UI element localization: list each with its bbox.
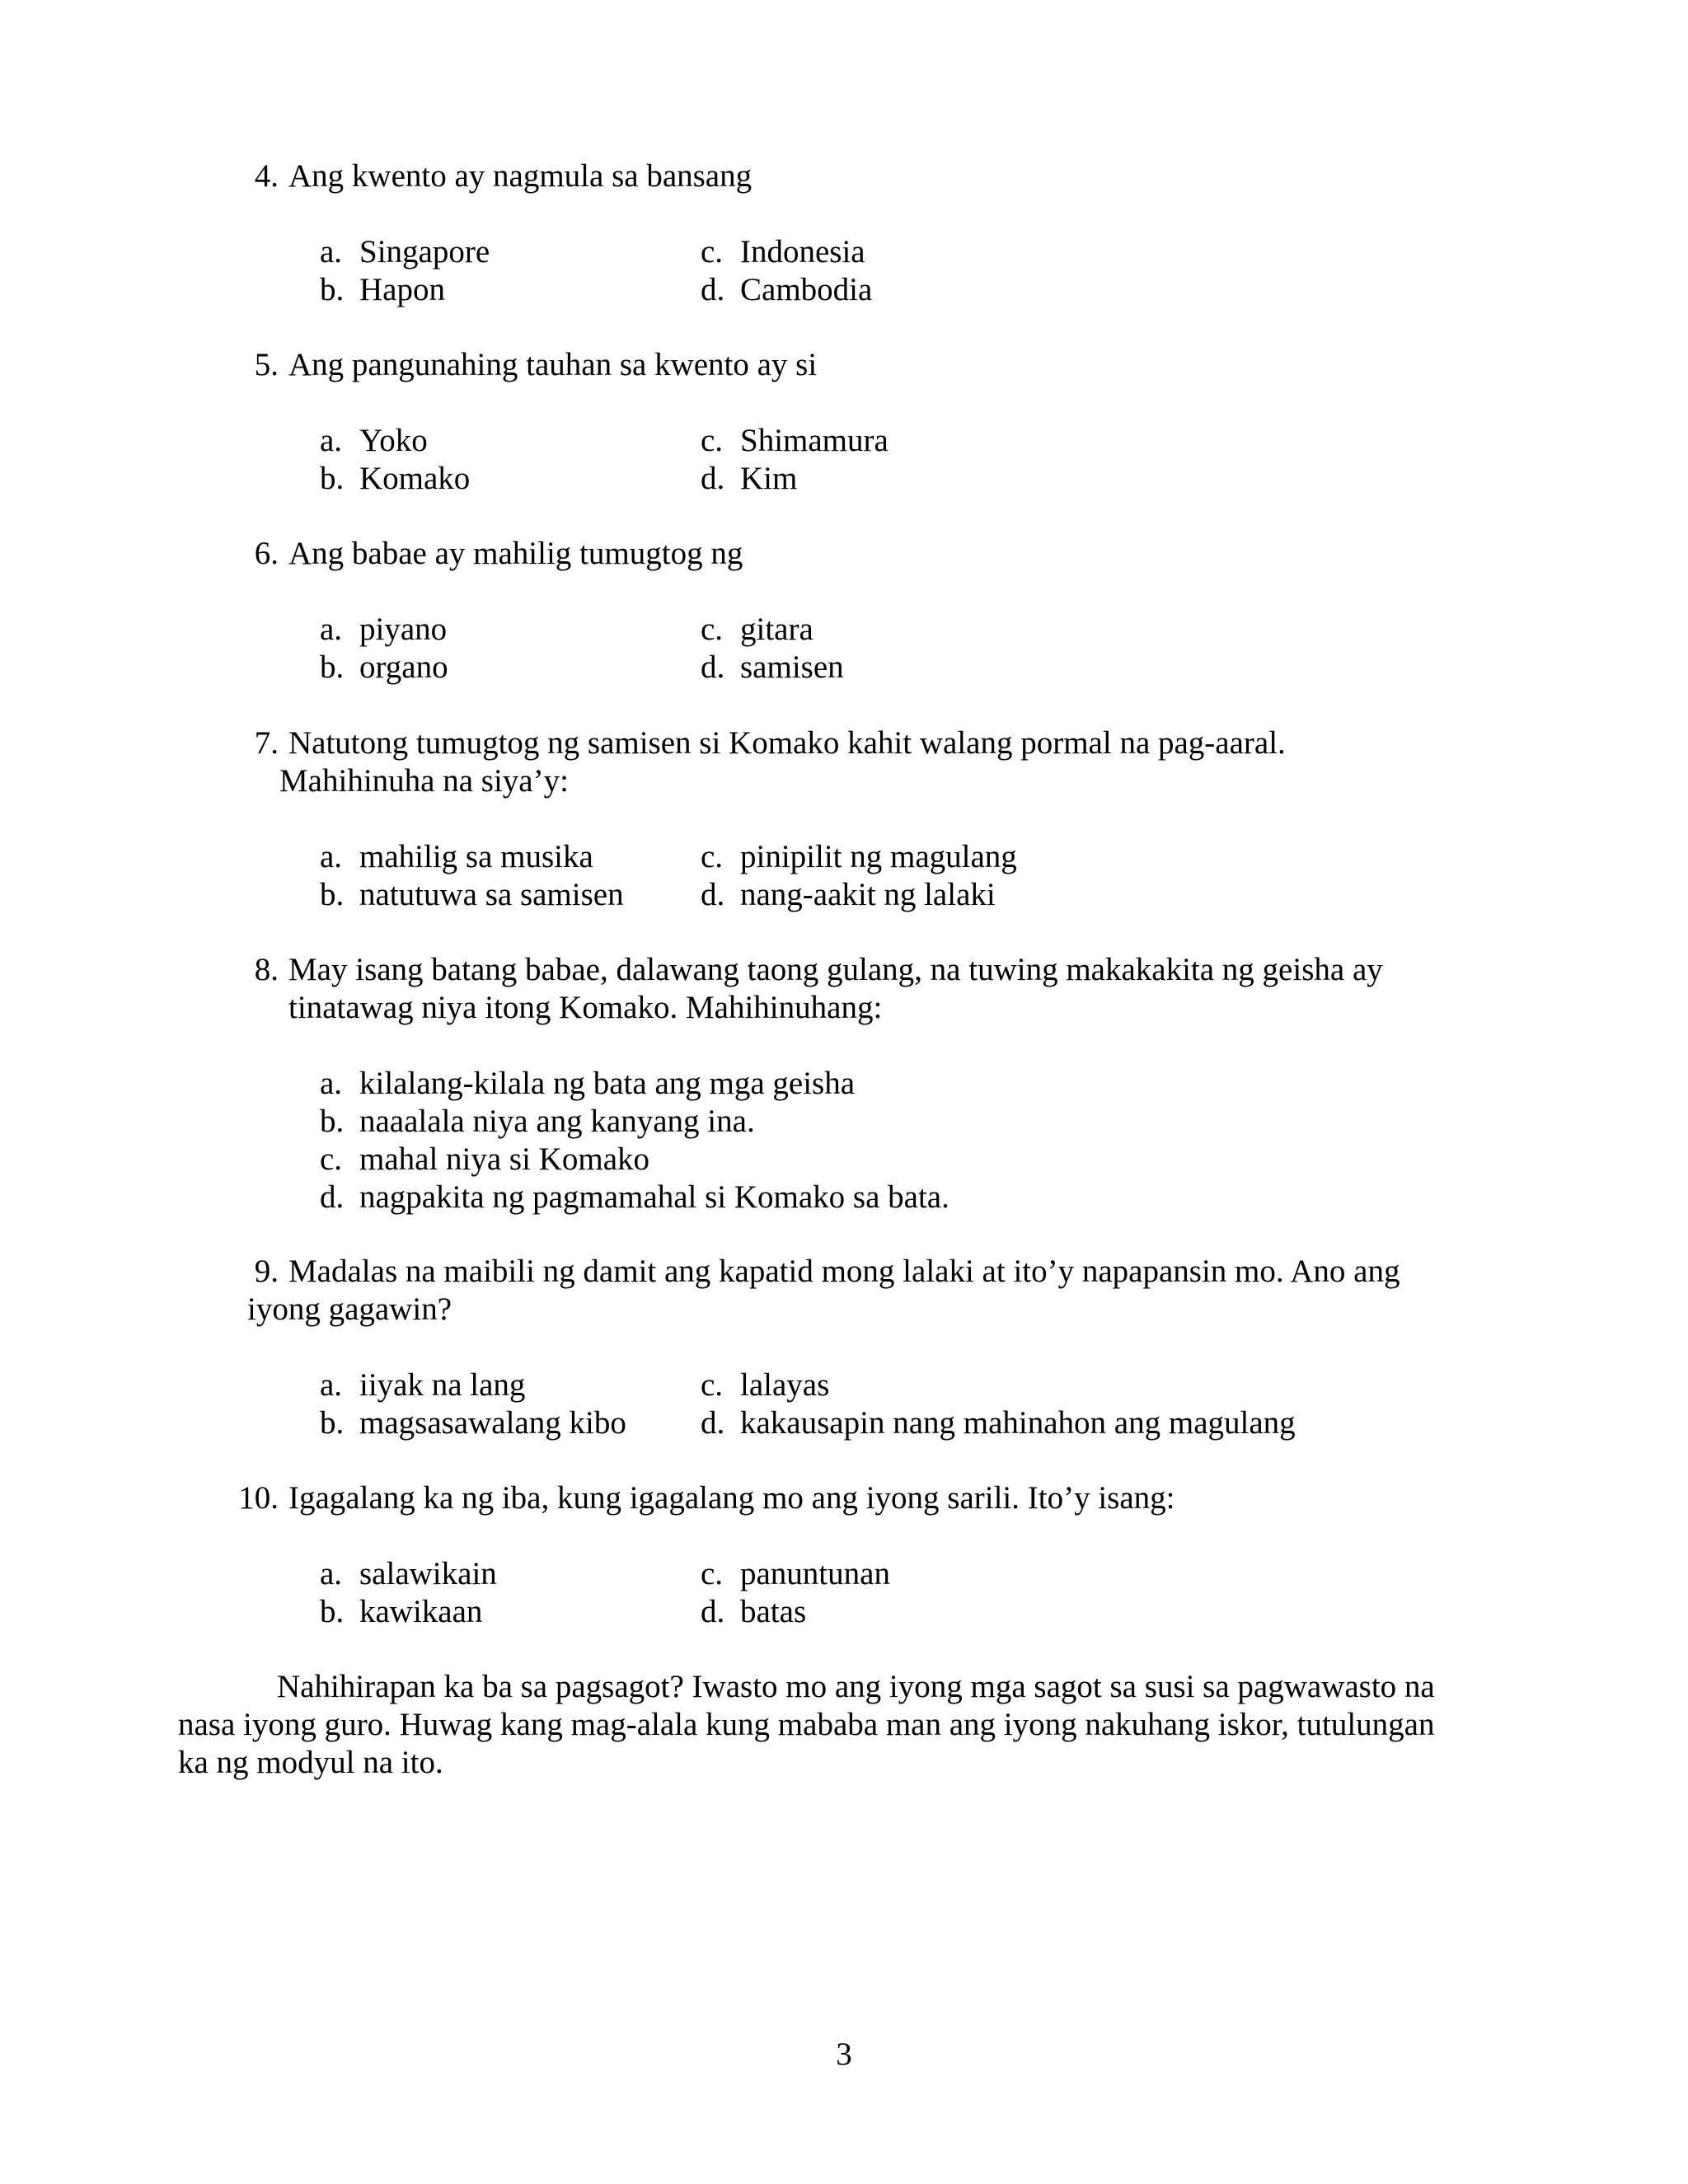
choice-a: a. piyano — [320, 612, 448, 647]
question-text-line-2: Mahihinuha na siya’y: — [279, 763, 569, 799]
choices — [247, 838, 1533, 914]
question-number: 7. — [254, 725, 279, 761]
question-text: Natutong tumugtog ng samisen si Komako kahit walang pormal na pag-aaral. — [288, 725, 1286, 761]
choice-c: c. mahal niya si Komako — [320, 1141, 650, 1177]
question-number: 5. — [254, 347, 279, 382]
choice-c: c. Shimamura — [701, 423, 889, 458]
question-stem — [247, 724, 1533, 800]
choice-a: a. salawikain — [320, 1556, 497, 1591]
choices — [247, 1065, 1533, 1216]
question-stem — [247, 951, 1533, 1027]
question-5 — [247, 346, 1533, 498]
question-stem — [247, 535, 1533, 573]
choice-a: a. Singapore — [320, 234, 490, 269]
choice-a: a. iiyak na lang — [320, 1367, 526, 1403]
question-8 — [247, 951, 1533, 1216]
choice-c: c. pinipilit ng magulang — [701, 839, 1017, 874]
choice-b: b. naaalala niya ang kanyang ina. — [320, 1104, 755, 1139]
choice-b: b. Komako — [320, 461, 471, 496]
choice-a: a. Yoko — [320, 423, 428, 458]
question-stem — [247, 1253, 1533, 1329]
question-9 — [247, 1253, 1533, 1442]
choice-b: b. natutuwa sa samisen — [320, 877, 624, 912]
choices — [247, 1555, 1533, 1631]
paragraph-line: Nahihirapan ka ba sa pagsagot? Iwasto mo ang iyong mga sagot sa susi sa pagwawasto na — [277, 1669, 1435, 1704]
choice-d: d. kakausapin nang mahinahon ang magulang — [701, 1405, 1296, 1441]
choice-b: b. Hapon — [320, 272, 445, 307]
choice-b: b. kawikaan — [320, 1594, 483, 1629]
question-text: Ang pangunahing tauhan sa kwento ay si — [288, 347, 818, 382]
choice-d: d. Cambodia — [701, 272, 873, 307]
choice-d: d. samisen — [701, 649, 844, 685]
choices — [247, 1366, 1533, 1442]
choices — [247, 233, 1533, 309]
question-7 — [247, 724, 1533, 914]
question-stem — [247, 157, 1533, 195]
question-6 — [247, 535, 1533, 687]
choice-b: b. organo — [320, 649, 448, 685]
question-number: 4. — [254, 158, 279, 194]
question-text-line-2: tinatawag niya itong Komako. Mahihinuhang: — [288, 990, 883, 1025]
question-text: May isang batang babae, dalawang taong gulang, na tuwing makakakita ng geisha ay — [288, 952, 1383, 987]
question-text: Ang kwento ay nagmula sa bansang — [288, 158, 753, 194]
choice-c: c. lalayas — [701, 1367, 830, 1403]
choice-c: c. gitara — [701, 612, 814, 647]
question-text-line-2: iyong gagawin? — [247, 1291, 452, 1327]
choices — [247, 422, 1533, 498]
choice-b: b. magsasawalang kibo — [320, 1405, 626, 1441]
question-4 — [247, 157, 1533, 309]
paragraph-line: ka ng modyul na ito. — [178, 1745, 443, 1780]
question-stem — [238, 1479, 1533, 1517]
question-number: 10. — [238, 1480, 279, 1516]
choice-c: c. Indonesia — [701, 234, 865, 269]
closing-paragraph — [178, 1668, 1513, 1782]
choice-d: d. nagpakita ng pagmamahal si Komako sa bata. — [320, 1179, 950, 1215]
question-number: 9. — [254, 1254, 279, 1289]
question-text: Madalas na maibili ng damit ang kapatid mong lalaki at ito’y napapansin mo. Ano ang — [288, 1254, 1400, 1289]
page-number: 3 — [836, 2036, 852, 2072]
choice-d: d. Kim — [701, 461, 798, 496]
choice-d: d. nang-aakit ng lalaki — [701, 877, 996, 912]
choice-c: c. panuntunan — [701, 1556, 890, 1591]
question-10 — [238, 1479, 1533, 1631]
choice-a: a. kilalang-kilala ng bata ang mga geisha — [320, 1066, 856, 1101]
question-number: 6. — [254, 536, 279, 571]
choices — [247, 611, 1533, 687]
question-text: Igagalang ka ng iba, kung igagalang mo ang iyong sarili. Ito’y isang: — [288, 1480, 1175, 1516]
question-text: Ang babae ay mahilig tumugtog ng — [288, 536, 743, 571]
paragraph-line: nasa iyong guro. Huwag kang mag-alala kung mababa man ang iyong nakuhang iskor, tutulungan — [178, 1707, 1435, 1742]
question-stem — [247, 346, 1533, 384]
question-number: 8. — [254, 952, 279, 987]
choice-d: d. batas — [701, 1594, 807, 1629]
choice-a: a. mahilig sa musika — [320, 839, 593, 874]
